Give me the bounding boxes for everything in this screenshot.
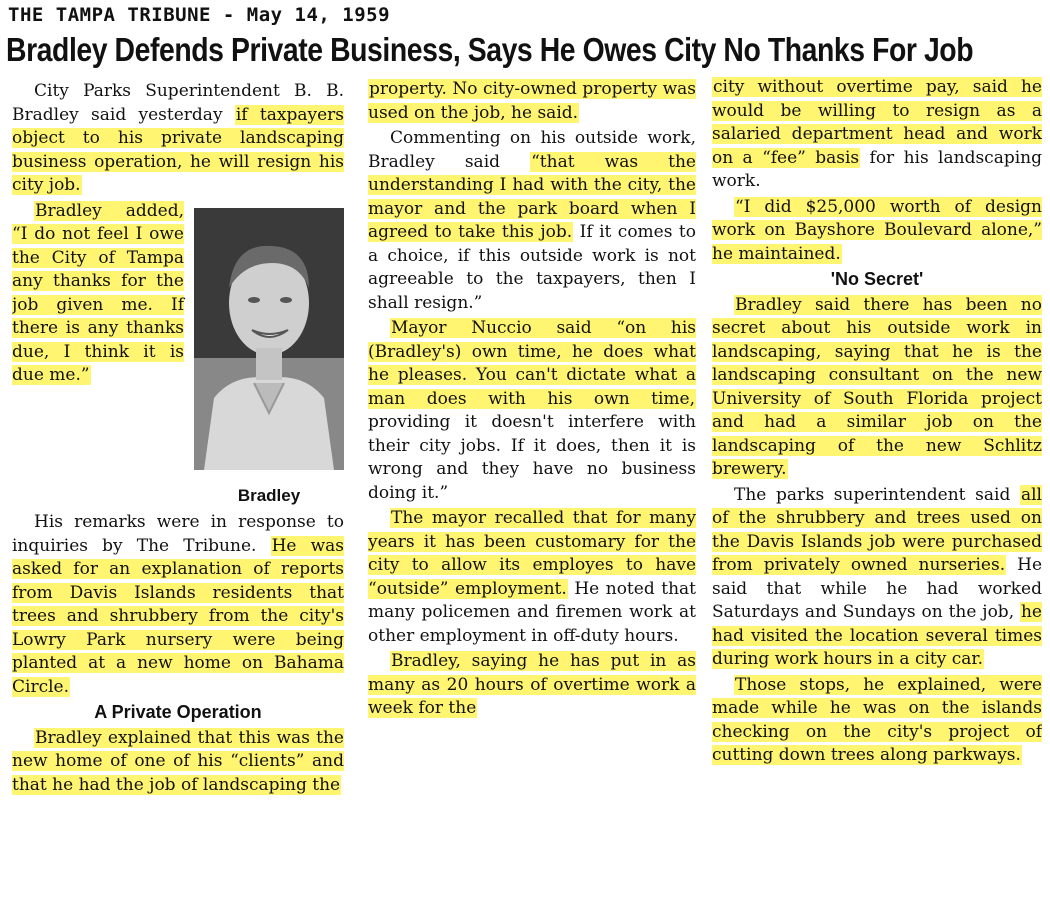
highlight: all of the shrubbery and trees used on the Davis Islands job were purchased from privately owned nurseries.	[712, 484, 1042, 575]
portrait-image-icon	[194, 208, 344, 470]
photo-caption: Bradley	[237, 485, 301, 505]
paragraph	[12, 511, 344, 699]
portrait-photo	[194, 208, 344, 470]
paragraph	[12, 727, 344, 798]
paragraph	[712, 196, 1042, 267]
text-run: The parks superintendent said	[734, 484, 1020, 505]
paragraph	[368, 650, 696, 721]
text-run: City Parks Superintendent B. B. Bradley said yesterday	[12, 81, 344, 125]
highlight: property. No city-owned property was used on the job, he said.	[368, 79, 696, 123]
text-run: He noted that many policemen and firemen work at other employment in off-duty hours.	[368, 578, 696, 646]
highlight: he had visited the location several times during work hours in a city car.	[712, 602, 1042, 669]
masthead: THE TAMPA TRIBUNE - May 14, 1959	[8, 4, 391, 26]
highlight: Bradley added, “I do not feel I owe the City of Tampa any thanks for the job given me. If there is any thanks due, I think it is due me.”	[12, 200, 184, 385]
text-run: If it comes to a choice, if this outside work is not agreeable to the taxpayers, then I shall resign.”	[368, 222, 696, 313]
text-run: providing it doesn't interfere with their city jobs. If it does, then it is wrong and they have no business doing it.”	[368, 412, 696, 503]
highlight: Mayor Nuccio said “on his (Bradley's) own time, he does what he pleases. You can't dictate what a man does with his own time,	[368, 318, 696, 409]
paragraph	[712, 484, 1042, 672]
subhead-private-operation: A Private Operation	[94, 702, 262, 722]
paragraph	[712, 76, 1042, 194]
text-run: He said that while he had worked Saturdays and Sundays on the job,	[712, 555, 1042, 622]
subhead-no-secret: 'No Secret'	[830, 269, 924, 289]
highlight: Bradley said there has been no secret about his outside work in landscaping, saying that he is the landscaping consultant on the new University of South Florida project and had a similar job on the landscaping of the new Schlitz brewery.	[712, 294, 1042, 479]
photo-figure	[194, 208, 344, 508]
text-run: Commenting on his outside work, Bradley said	[368, 128, 696, 172]
highlight: “that was the understanding I had with the city, the mayor and the park board when I agreed to take this job.	[368, 151, 696, 242]
highlight: city without overtime pay, said he would be willing to resign as a salaried department head and work on a “fee” basis	[712, 77, 1042, 168]
text-run: for his landscaping work.	[712, 147, 1042, 191]
headline: Bradley Defends Private Business, Says He Owes City No Thanks For Job	[6, 31, 974, 68]
paragraph	[712, 674, 1042, 768]
article-column-1	[12, 80, 344, 895]
highlight: if taxpayers object to his private landscaping business operation, he will resign his city job.	[12, 104, 344, 195]
article-column-2	[368, 78, 696, 893]
text-run: His remarks were in response to inquiries by The Tribune.	[12, 512, 344, 556]
paragraph	[368, 127, 696, 315]
paragraph	[712, 294, 1042, 482]
paragraph	[12, 80, 344, 198]
paragraph	[368, 78, 696, 125]
highlight: Bradley explained that this was the new home of one of his “clients” and that he had the job of landscaping the	[12, 727, 344, 795]
article-column-3	[712, 76, 1042, 891]
highlight: Bradley, saying he has put in as many as 20 hours of overtime work a week for the	[368, 651, 696, 718]
paragraph	[368, 317, 696, 505]
highlight: He was asked for an explanation of reports from Davis Islands residents that trees and shrubbery from the city's Lowry Park nursery were being planted at a new home on Bahama Circle.	[12, 535, 344, 697]
highlight: Those stops, he explained, were made while he was on the islands checking on the city's project of cutting down trees along parkways.	[712, 674, 1042, 765]
paragraph	[368, 507, 696, 648]
highlight: The mayor recalled that for many years it has been customary for the city to allow its employes to have “outside” employment.	[368, 508, 696, 599]
highlight: “I did $25,000 worth of design work on Bayshore Boulevard alone,” he maintained.	[712, 196, 1042, 264]
